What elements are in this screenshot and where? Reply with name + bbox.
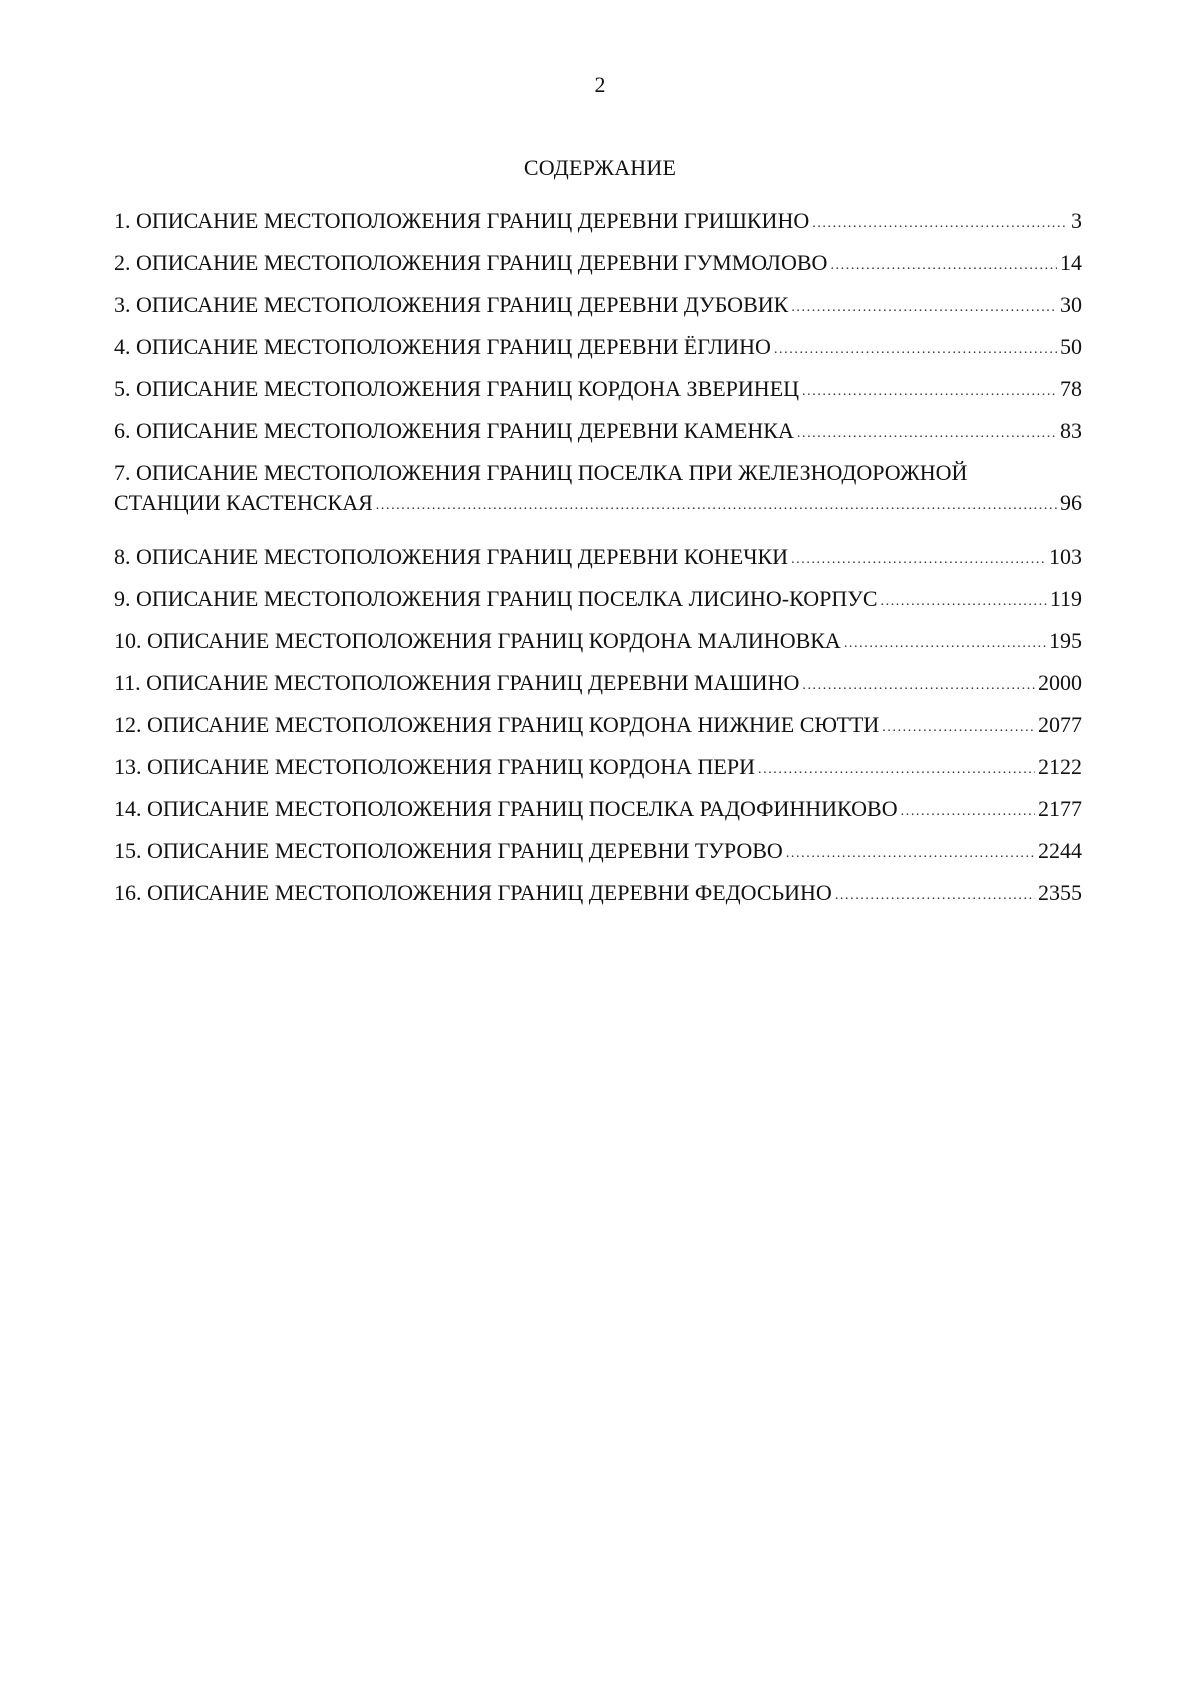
toc-entry-text: 12. ОПИСАНИЕ МЕСТОПОЛОЖЕНИЯ ГРАНИЦ КОРДОНА НИЖНИЕ СЮТТИ [114, 712, 880, 737]
toc-page-ref: 30 [1060, 292, 1082, 317]
toc-entry-10[interactable] [114, 628, 1082, 670]
dot-leader [844, 631, 1046, 657]
toc-page-ref: 119 [1049, 586, 1082, 611]
toc-entry-text: 1. ОПИСАНИЕ МЕСТОПОЛОЖЕНИЯ ГРАНИЦ ДЕРЕВНИ ГРИШКИНО [114, 208, 810, 233]
toc-page-ref: 78 [1060, 376, 1082, 401]
toc-entry-text-line2: СТАНЦИИ КАСТЕНСКАЯ [114, 490, 373, 515]
toc-page-ref: 14 [1060, 250, 1082, 275]
dot-leader [791, 295, 1057, 321]
toc-entry-text: 14. ОПИСАНИЕ МЕСТОПОЛОЖЕНИЯ ГРАНИЦ ПОСЕЛКА РАДОФИННИКОВО [114, 796, 898, 821]
table-of-contents [114, 208, 1082, 922]
toc-title: СОДЕРЖАНИЕ [523, 155, 677, 180]
dot-leader [774, 337, 1057, 363]
dot-leader [830, 253, 1057, 279]
dot-leader [812, 211, 1068, 237]
dot-leader [797, 421, 1057, 447]
toc-entry-5[interactable] [114, 376, 1082, 418]
toc-entry-8[interactable] [114, 544, 1082, 586]
dot-leader [758, 757, 1035, 783]
toc-entry-16[interactable] [114, 880, 1082, 922]
toc-entry-text: 5. ОПИСАНИЕ МЕСТОПОЛОЖЕНИЯ ГРАНИЦ КОРДОНА ЗВЕРИНЕЦ [114, 376, 800, 401]
page-number: 2 [594, 72, 606, 97]
toc-page-ref: 103 [1049, 544, 1082, 569]
toc-entry-text: 3. ОПИСАНИЕ МЕСТОПОЛОЖЕНИЯ ГРАНИЦ ДЕРЕВНИ ДУБОВИК [114, 292, 789, 317]
toc-entry-text: 8. ОПИСАНИЕ МЕСТОПОЛОЖЕНИЯ ГРАНИЦ ДЕРЕВНИ КОНЕЧКИ [114, 544, 789, 569]
toc-page-ref: 96 [1060, 490, 1082, 515]
toc-entry-2[interactable] [114, 250, 1082, 292]
toc-entry-text: 6. ОПИСАНИЕ МЕСТОПОЛОЖЕНИЯ ГРАНИЦ ДЕРЕВНИ КАМЕНКА [114, 418, 794, 443]
toc-entry-9[interactable] [114, 586, 1082, 628]
toc-page-ref: 2244 [1038, 838, 1082, 863]
toc-entry-1[interactable] [114, 208, 1082, 250]
toc-entry-text: 4. ОПИСАНИЕ МЕСТОПОЛОЖЕНИЯ ГРАНИЦ ДЕРЕВНИ ЁГЛИНО [114, 334, 771, 359]
toc-entry-15[interactable] [114, 838, 1082, 880]
dot-leader [901, 799, 1035, 825]
toc-page-ref: 50 [1060, 334, 1082, 359]
toc-page-ref: 2355 [1038, 880, 1082, 905]
dot-leader [802, 673, 1035, 699]
toc-entry-text: 2. ОПИСАНИЕ МЕСТОПОЛОЖЕНИЯ ГРАНИЦ ДЕРЕВНИ ГУММОЛОВО [114, 250, 828, 275]
dot-leader [881, 589, 1047, 615]
toc-page-ref: 2000 [1038, 670, 1082, 695]
toc-page-ref: 2122 [1038, 754, 1082, 779]
toc-entry-text: 9. ОПИСАНИЕ МЕСТОПОЛОЖЕНИЯ ГРАНИЦ ПОСЕЛКА ЛИСИНО-КОРПУС [114, 586, 878, 611]
dot-leader [376, 493, 1057, 519]
toc-entry-3[interactable] [114, 292, 1082, 334]
toc-page-ref: 195 [1049, 628, 1082, 653]
toc-page-ref: 2077 [1038, 712, 1082, 737]
dot-leader [802, 379, 1057, 405]
toc-page-ref: 2177 [1038, 796, 1082, 821]
toc-page-ref: 3 [1071, 208, 1082, 233]
toc-page-ref: 83 [1060, 418, 1082, 443]
toc-entry-14[interactable] [114, 796, 1082, 838]
toc-entry-6[interactable] [114, 418, 1082, 460]
dot-leader [791, 547, 1046, 573]
toc-entry-4[interactable] [114, 334, 1082, 376]
toc-entry-second-line [114, 490, 1082, 544]
dot-leader [835, 883, 1035, 909]
toc-entry-13[interactable] [114, 754, 1082, 796]
toc-entry-7[interactable] [114, 460, 1082, 544]
toc-entry-text: 16. ОПИСАНИЕ МЕСТОПОЛОЖЕНИЯ ГРАНИЦ ДЕРЕВНИ ФЕДОСЬИНО [114, 880, 832, 905]
toc-entry-11[interactable] [114, 670, 1082, 712]
toc-entry-text: 10. ОПИСАНИЕ МЕСТОПОЛОЖЕНИЯ ГРАНИЦ КОРДОНА МАЛИНОВКА [114, 628, 841, 653]
toc-entry-text-line1: 7. ОПИСАНИЕ МЕСТОПОЛОЖЕНИЯ ГРАНИЦ ПОСЕЛКА ПРИ ЖЕЛЕЗНОДОРОЖНОЙ [114, 460, 968, 485]
toc-entry-text: 15. ОПИСАНИЕ МЕСТОПОЛОЖЕНИЯ ГРАНИЦ ДЕРЕВНИ ТУРОВО [114, 838, 783, 863]
dot-leader [882, 715, 1035, 741]
toc-entry-12[interactable] [114, 712, 1082, 754]
toc-entry-text: 13. ОПИСАНИЕ МЕСТОПОЛОЖЕНИЯ ГРАНИЦ КОРДОНА ПЕРИ [114, 754, 755, 779]
toc-entry-text: 11. ОПИСАНИЕ МЕСТОПОЛОЖЕНИЯ ГРАНИЦ ДЕРЕВНИ МАШИНО [114, 670, 800, 695]
dot-leader [786, 841, 1035, 867]
